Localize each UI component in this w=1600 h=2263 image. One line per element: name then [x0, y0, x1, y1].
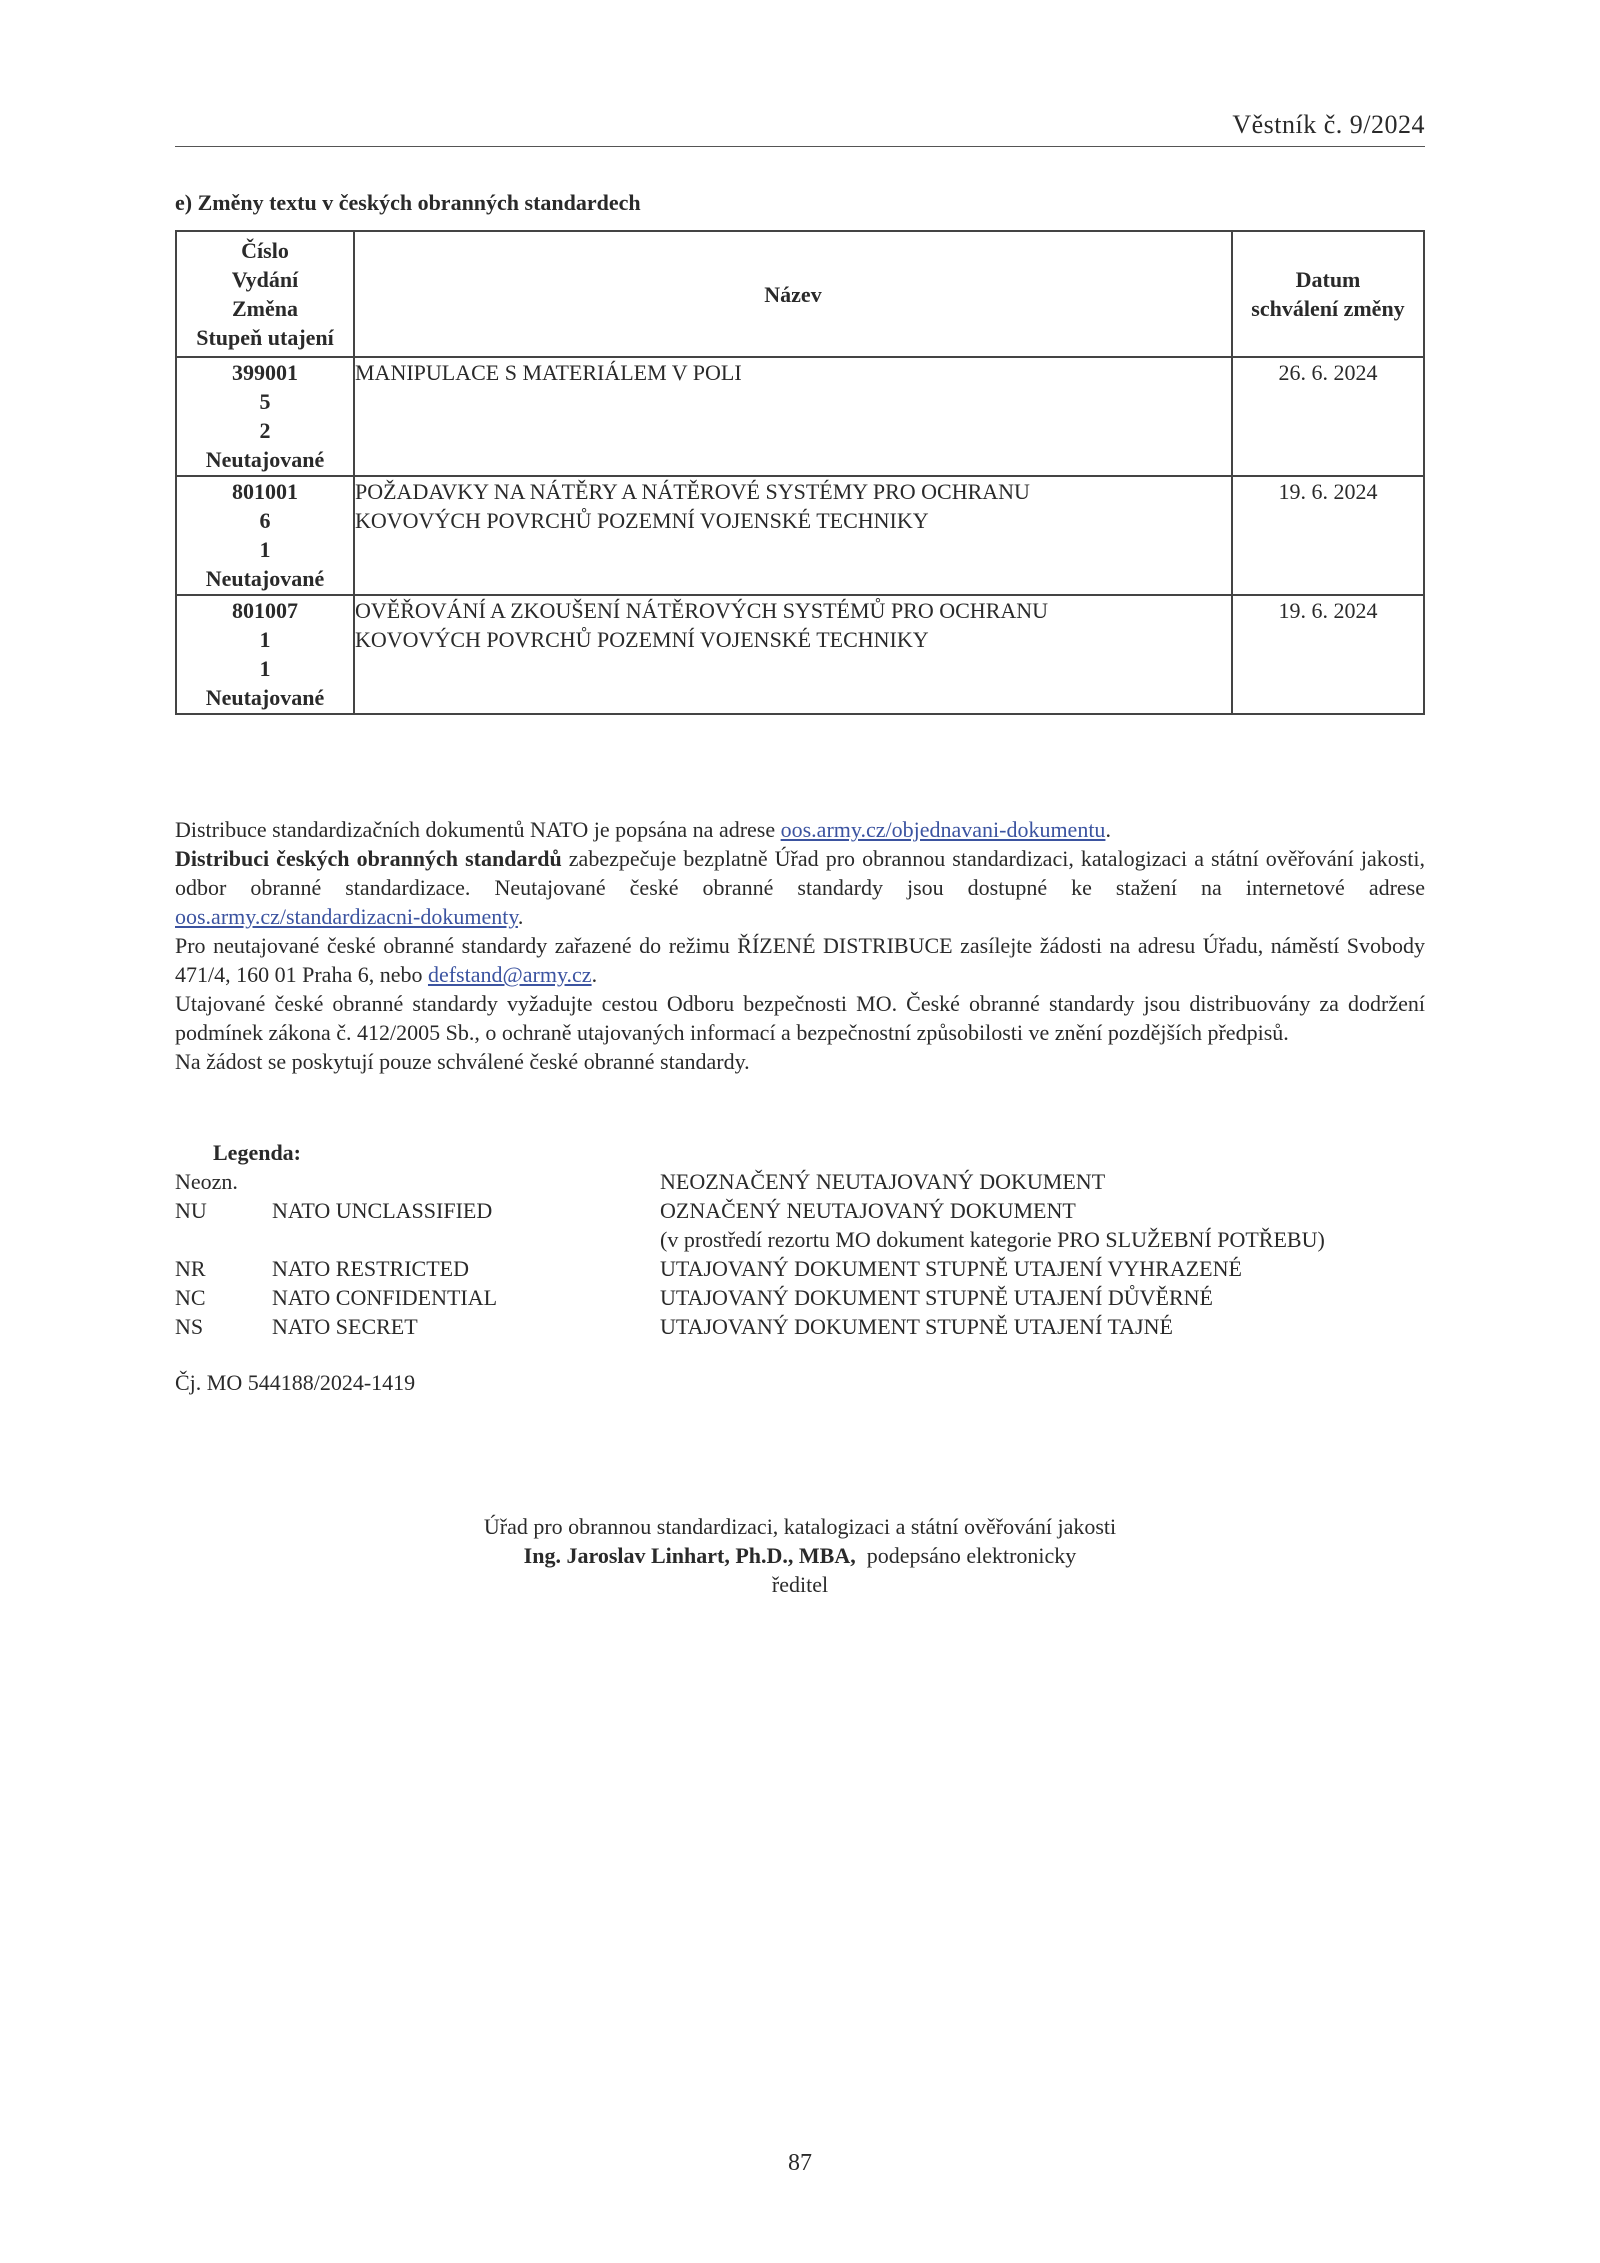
legend-row: NU NATO UNCLASSIFIED OZNAČENÝ NEUTAJOVANÝ DOKUMENT [175, 1198, 1076, 1223]
signatory-name: Ing. Jaroslav Linhart, Ph.D., MBA, [523, 1543, 856, 1568]
row-name-cell: POŽADAVKY NA NÁTĚRY A NÁTĚROVÉ SYSTÉMY PRO OCHRANU KOVOVÝCH POVRCHŮ POZEMNÍ VOJENSKÉ TECHNIKY [354, 476, 1232, 595]
defstand-email-link[interactable]: defstand@army.cz [427, 962, 592, 987]
table-row [176, 357, 1424, 476]
order-documents-link[interactable]: oos.army.cz/objednavani-dokumentu [780, 817, 1106, 842]
page-header [175, 110, 1425, 147]
header-name-column: Název [354, 231, 1232, 357]
signatory-role: ředitel [771, 1572, 829, 1597]
row-name-cell: MANIPULACE S MATERIÁLEM V POLI [354, 357, 1232, 476]
standardization-documents-link[interactable]: oos.army.cz/standardizacni-dokumenty [175, 904, 518, 929]
nato-distribution-paragraph: Distribuce standardizačních dokumentů NATO je popsána na adrese oos.army.cz/objednavani-dokumentu. [175, 817, 1111, 842]
row-code-cell: 801001 6 1 Neutajované [176, 476, 354, 595]
classified-standards-paragraph: Utajované české obranné standardy vyžadujte cestou Odboru bezpečnosti MO. České obranné standardy jsou distribuovány za dodržení podmínek zákona č. 412/2005 Sb., o ochraně utajovaných informací a bezpečnostní způsobilosti ve znění pozdějších předpisů. [175, 991, 1425, 1045]
approved-only-paragraph: Na žádost se poskytují pouze schválené české obranné standardy. [175, 1049, 750, 1074]
header-date-column: Datum schválení změny [1232, 231, 1424, 357]
cos-distribution-paragraph: Distribuci českých obranných standardů zabezpečuje bezplatně Úřad pro obrannou standardizaci, katalogizaci a státní ověřování jakosti, odbor obranné standardizace. Neutajované české obranné standardy jsou dostupné ke stažení na internetové adrese oos.army.cz/standardizacni-dokumenty. [175, 846, 1425, 929]
reference-number: Čj. MO 544188/2024-1419 [175, 1370, 416, 1395]
legend-title: Legenda: [213, 1140, 301, 1165]
row-date-cell: 26. 6. 2024 [1232, 357, 1424, 476]
table-header-row [176, 231, 1424, 357]
standards-table [175, 230, 1425, 715]
legend-row: (v prostředí rezortu MO dokument kategorie PRO SLUŽEBNÍ POTŘEBU) [660, 1227, 1325, 1252]
legend-row: NR NATO RESTRICTED UTAJOVANÝ DOKUMENT STUPNĚ UTAJENÍ VYHRAZENÉ [175, 1256, 1242, 1281]
signature-block [0, 1512, 1600, 1599]
legend [175, 1138, 1425, 1341]
header-code-column: Číslo Vydání Změna Stupeň utajení [176, 231, 354, 357]
legend-row: NC NATO CONFIDENTIAL UTAJOVANÝ DOKUMENT STUPNĚ UTAJENÍ DŮVĚRNÉ [175, 1285, 1213, 1310]
signed-electronically: podepsáno elektronicky [866, 1543, 1077, 1568]
controlled-distribution-paragraph: Pro neutajované české obranné standardy zařazené do režimu ŘÍZENÉ DISTRIBUCE zasílejte žádosti na adresu Úřadu, náměstí Svobody 471/4, 160 01 Praha 6, nebo defstand@army.cz. [175, 933, 1425, 987]
signature-office: Úřad pro obrannou standardizaci, katalogizaci a státní ověřování jakosti [483, 1514, 1117, 1539]
signature-line [0, 1541, 1600, 1570]
row-code-cell: 399001 5 2 Neutajované [176, 357, 354, 476]
table-row [176, 476, 1424, 595]
legend-row: NS NATO SECRET UTAJOVANÝ DOKUMENT STUPNĚ UTAJENÍ TAJNÉ [175, 1314, 1173, 1339]
legend-row: Neozn. NEOZNAČENÝ NEUTAJOVANÝ DOKUMENT [175, 1169, 1106, 1194]
table-row [176, 595, 1424, 714]
row-date-cell: 19. 6. 2024 [1232, 595, 1424, 714]
row-code-cell: 801007 1 1 Neutajované [176, 595, 354, 714]
section-heading: e) Změny textu v českých obranných standardech [175, 190, 641, 215]
row-date-cell: 19. 6. 2024 [1232, 476, 1424, 595]
distribution-info [175, 815, 1425, 1076]
row-name-cell: OVĚŘOVÁNÍ A ZKOUŠENÍ NÁTĚROVÝCH SYSTÉMŮ PRO OCHRANU KOVOVÝCH POVRCHŮ POZEMNÍ VOJENSKÉ TECHNIKY [354, 595, 1232, 714]
page-number: 87 [788, 2150, 812, 2176]
journal-title: Věstník č. 9/2024 [1232, 110, 1425, 139]
